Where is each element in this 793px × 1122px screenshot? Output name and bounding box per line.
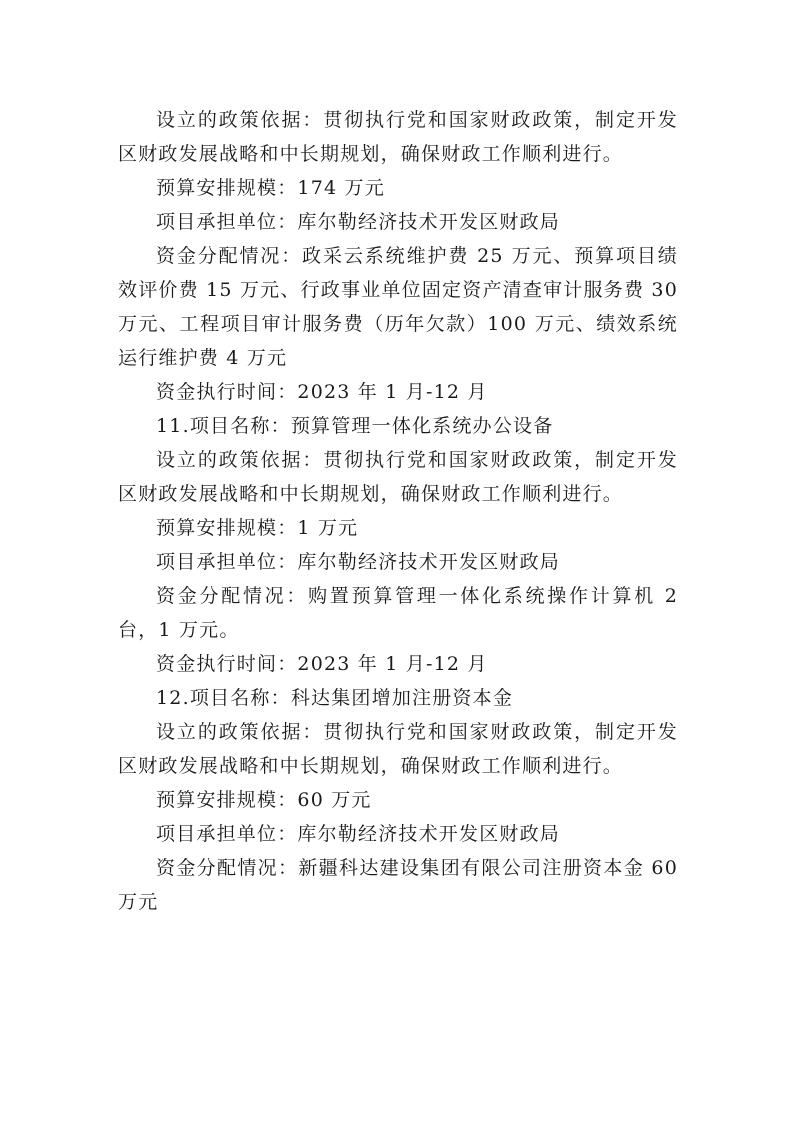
execution-time-line: 资金执行时间：2023 年 1 月-12 月 bbox=[156, 381, 488, 403]
fund-allocation-paragraph: 资金分配情况：新疆科达建设集团有限公司注册资本金 60 万元 bbox=[118, 857, 678, 913]
fund-allocation-paragraph: 资金分配情况：政采云系统维护费 25 万元、预算项目绩效评价费 15 万元、行政事业单位固定资产清查审计服务费 30 万元、工程项目审计服务费（历年欠款）100 万元、绩效系统运行维护费 4 万元 bbox=[118, 245, 678, 369]
document-page bbox=[118, 103, 678, 919]
policy-basis-paragraph: 设立的政策依据：贯彻执行党和国家财政政策，制定开发区财政发展战略和中长期规划，确保财政工作顺利进行。 bbox=[118, 449, 678, 505]
execution-time-line: 资金执行时间：2023 年 1 月-12 月 bbox=[156, 653, 488, 675]
responsible-unit-line: 项目承担单位：库尔勒经济技术开发区财政局 bbox=[156, 551, 561, 573]
policy-basis-paragraph: 设立的政策依据：贯彻执行党和国家财政政策，制定开发区财政发展战略和中长期规划，确保财政工作顺利进行。 bbox=[118, 721, 678, 777]
budget-scale-line: 预算安排规模：60 万元 bbox=[156, 789, 372, 811]
project-title-11: 11.项目名称：预算管理一体化系统办公设备 bbox=[156, 415, 554, 437]
budget-scale-line: 预算安排规模：1 万元 bbox=[156, 517, 359, 539]
responsible-unit-line: 项目承担单位：库尔勒经济技术开发区财政局 bbox=[156, 823, 561, 845]
fund-allocation-paragraph: 资金分配情况：购置预算管理一体化系统操作计算机 2 台，1 万元。 bbox=[118, 585, 678, 641]
project-title-12: 12.项目名称：科达集团增加注册资本金 bbox=[156, 687, 514, 709]
responsible-unit-line: 项目承担单位：库尔勒经济技术开发区财政局 bbox=[156, 211, 561, 233]
budget-scale-line: 预算安排规模：174 万元 bbox=[156, 177, 385, 199]
policy-basis-paragraph: 设立的政策依据：贯彻执行党和国家财政政策，制定开发区财政发展战略和中长期规划，确保财政工作顺利进行。 bbox=[118, 109, 678, 165]
